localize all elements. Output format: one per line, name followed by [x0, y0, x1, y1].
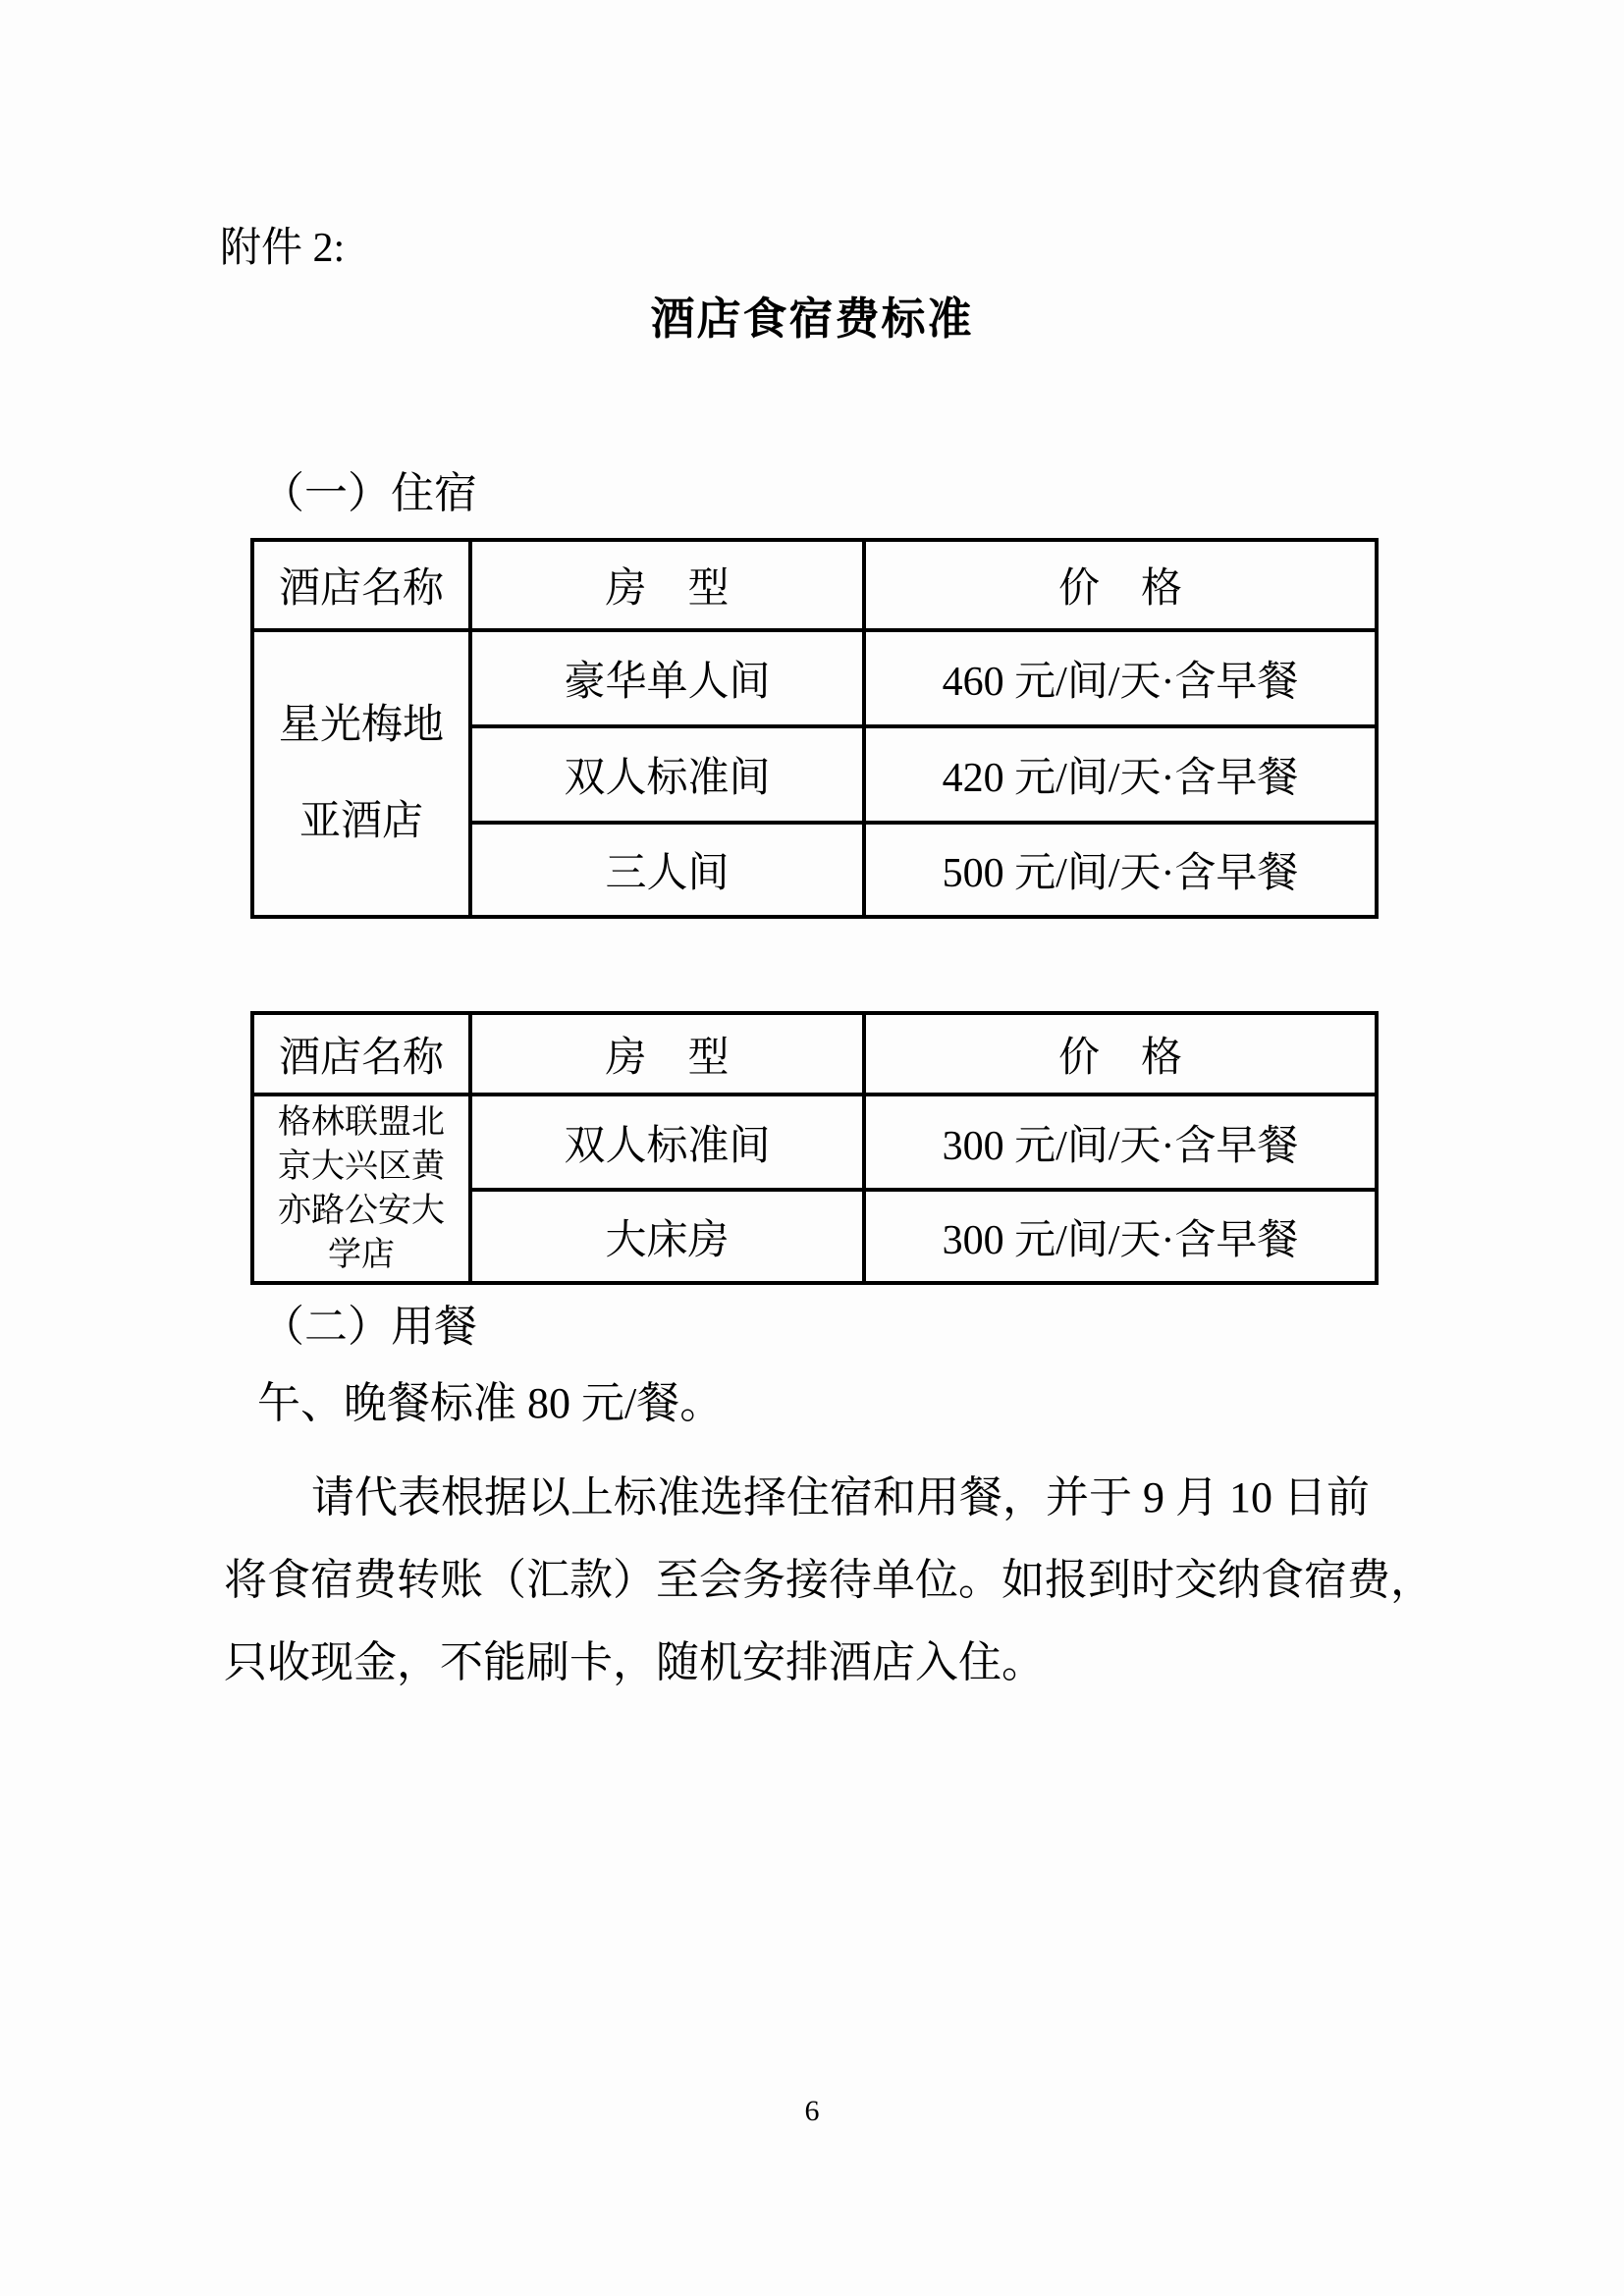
table2-room-type: 大床房 — [470, 1190, 864, 1283]
table2-header-price: 价 格 — [864, 1013, 1377, 1095]
table1-price: 460 元/间/天·含早餐 — [864, 630, 1377, 726]
table1-price: 500 元/间/天·含早餐 — [864, 823, 1377, 917]
table2-room-type: 双人标准间 — [470, 1095, 864, 1190]
table1-room-type: 双人标准间 — [470, 726, 864, 823]
paragraph-line: 将食宿费转账（汇款）至会务接待单位。如报到时交纳食宿费， — [224, 1556, 1434, 1604]
table2-hotel-name-cell — [252, 1095, 470, 1283]
table-row — [252, 630, 1377, 726]
section-heading-lodging: （一）住宿 — [261, 469, 477, 517]
section-heading-dining: （二）用餐 — [261, 1303, 477, 1351]
table-header-row — [252, 1013, 1377, 1095]
table1-room-type: 三人间 — [470, 823, 864, 917]
table-row — [252, 1095, 1377, 1190]
hotel-name-line: 学店 — [328, 1237, 395, 1273]
meal-standard-line: 午、晚餐标准 80 元/餐。 — [257, 1379, 724, 1427]
page-number: 6 — [804, 2095, 820, 2127]
table1-header-price: 价 格 — [864, 540, 1377, 630]
table2-header-hotel-name: 酒店名称 — [252, 1013, 470, 1095]
lodging-table-hotel-1 — [250, 538, 1379, 919]
table2-price: 300 元/间/天·含早餐 — [864, 1190, 1377, 1283]
table1-header-room-type: 房 型 — [470, 540, 864, 630]
table-header-row — [252, 540, 1377, 630]
table2-price: 300 元/间/天·含早餐 — [864, 1095, 1377, 1190]
table1-room-type: 豪华单人间 — [470, 630, 864, 726]
table1-price: 420 元/间/天·含早餐 — [864, 726, 1377, 823]
hotel-name-line: 亦路公安大 — [278, 1193, 445, 1229]
table1-header-hotel-name: 酒店名称 — [252, 540, 470, 630]
hotel-name-line: 星光梅地 — [278, 703, 444, 748]
lodging-table-hotel-2 — [250, 1011, 1379, 1285]
hotel-name-line: 格林联盟北 — [278, 1104, 445, 1141]
attachment-label: 附件 2: — [220, 226, 346, 271]
paragraph-line: 只收现金，不能刷卡，随机安排酒店入住。 — [224, 1638, 1045, 1686]
table2-header-room-type: 房 型 — [470, 1013, 864, 1095]
payment-paragraph — [224, 1457, 1461, 1704]
page-title: 酒店食宿费标准 — [650, 293, 974, 345]
paragraph-line: 请代表根据以上标准选择住宿和用餐，并于 9 月 10 日前 — [311, 1473, 1370, 1522]
hotel-name-line: 亚酒店 — [298, 799, 423, 844]
table1-hotel-name-cell — [252, 630, 470, 917]
hotel-name-line: 京大兴区黄 — [278, 1148, 445, 1185]
